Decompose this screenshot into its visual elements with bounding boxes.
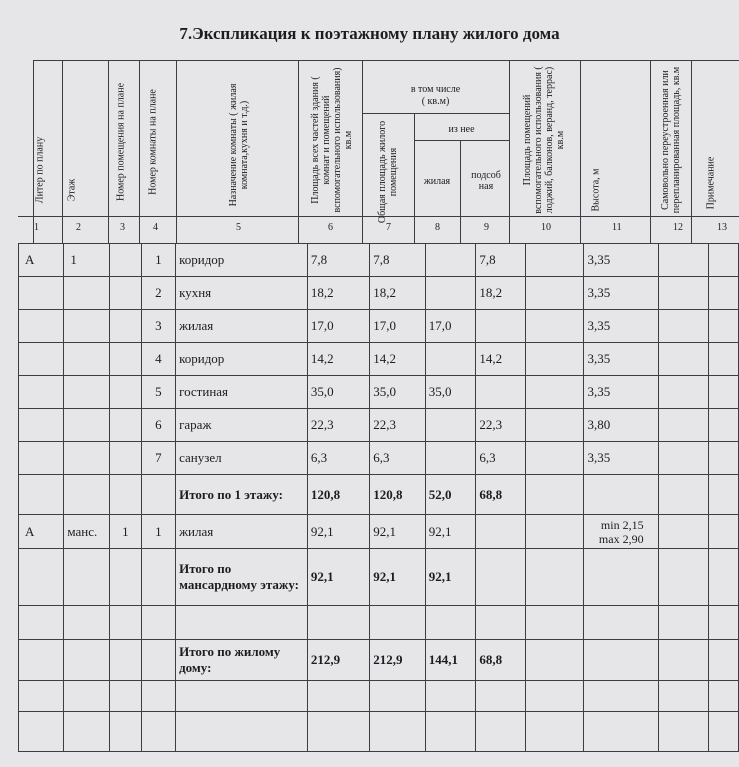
table-row-empty: [19, 681, 739, 712]
cell-premise: [110, 376, 142, 409]
incl-rule: [362, 113, 509, 114]
col-header-purpose: Назначение комнаты ( жилая комната,кухня и т.д.): [228, 83, 250, 207]
col-header-redeveloped-area: Самовольно переустроенная или перепланированная площадь, кв.м: [660, 66, 682, 214]
cell-area: 92,1: [307, 515, 369, 549]
of-it-rule: [414, 140, 509, 141]
col-number: 1: [34, 222, 39, 233]
col-header-total-living-area: Общая площадь жилого помещения: [377, 120, 399, 224]
cell-total: 35,0: [370, 376, 426, 409]
cell-room: 5: [141, 376, 175, 409]
cell-redeveloped: [658, 244, 709, 277]
cell-living: 17,0: [425, 310, 476, 343]
cell-auxiliary: [525, 515, 584, 549]
cell-premise: [110, 640, 142, 681]
col-number: 9: [484, 222, 489, 233]
cell-redeveloped: [658, 442, 709, 475]
cell-premise: [110, 549, 142, 606]
cell-utility: [476, 515, 525, 549]
cell-auxiliary: [525, 475, 584, 515]
cell-subtotal-label: Итого по мансардному этажу:: [176, 549, 308, 606]
cell-note: [709, 640, 739, 681]
cell-height: 3,35: [584, 442, 658, 475]
col-header-auxiliary-area: Площадь помещений вспомогательного использования ( лоджий, балконов, веранд, террас) кв.м: [522, 66, 566, 214]
cell-litera: [19, 376, 64, 409]
cell-floor: [64, 376, 110, 409]
including-label: в том числе: [410, 84, 461, 95]
cell-auxiliary: [525, 409, 584, 442]
cell-redeveloped: [658, 343, 709, 376]
cell-purpose: жилая: [176, 310, 308, 343]
cell-living: [425, 409, 476, 442]
cell-auxiliary: [525, 376, 584, 409]
cell-height: 3,35: [584, 244, 658, 277]
cell-floor: [64, 343, 110, 376]
cell-height: 3,80: [584, 409, 658, 442]
cell-total: 18,2: [370, 277, 426, 310]
cell-note: [709, 442, 739, 475]
cell-redeveloped: [658, 310, 709, 343]
table-row: [19, 442, 739, 475]
cell-note: [709, 244, 739, 277]
cell-auxiliary: [525, 549, 584, 606]
cell-utility: 22,3: [476, 409, 525, 442]
cell-utility: [476, 376, 525, 409]
col-header-utility: подсоб ная: [471, 170, 501, 192]
cell-auxiliary: [525, 640, 584, 681]
cell-utility: 6,3: [476, 442, 525, 475]
cell-total: 92,1: [370, 549, 426, 606]
col-divider: [460, 140, 461, 243]
cell-room: 7: [141, 442, 175, 475]
cell-area: 6,3: [307, 442, 369, 475]
cell-height-range: [584, 515, 658, 549]
cell-premise: [110, 277, 142, 310]
cell-utility: [476, 549, 525, 606]
cell-total: 120,8: [370, 475, 426, 515]
table-row: [19, 244, 739, 277]
cell-room: [141, 549, 175, 606]
height-min: min 2,15: [600, 517, 644, 532]
cell-litera: [19, 409, 64, 442]
cell-redeveloped: [658, 515, 709, 549]
cell-total: 212,9: [370, 640, 426, 681]
col-number: 5: [236, 222, 241, 233]
cell-note: [709, 549, 739, 606]
cell-litera: А: [19, 244, 64, 277]
cell-area: 120,8: [307, 475, 369, 515]
cell-living: 35,0: [425, 376, 476, 409]
cell-living: 144,1: [425, 640, 476, 681]
cell-purpose: гараж: [176, 409, 308, 442]
cell-floor: 1: [64, 244, 110, 277]
cell-utility: 18,2: [476, 277, 525, 310]
cell-area: 7,8: [307, 244, 369, 277]
cell-height: 3,35: [584, 343, 658, 376]
document-title: 7.Экспликация к поэтажному плану жилого дома: [179, 24, 560, 43]
cell-note: [709, 409, 739, 442]
cell-room: 1: [141, 515, 175, 549]
cell-premise: [110, 442, 142, 475]
cell-living: [425, 442, 476, 475]
height-max: max 2,90: [598, 531, 644, 546]
cell-height: [584, 549, 658, 606]
col-divider: [176, 60, 177, 243]
col-number: 8: [435, 222, 440, 233]
cell-room: 2: [141, 277, 175, 310]
cell-note: [709, 343, 739, 376]
cell-premise: [110, 310, 142, 343]
cell-floor: [64, 409, 110, 442]
cell-area: 22,3: [307, 409, 369, 442]
cell-living: 92,1: [425, 549, 476, 606]
cell-purpose: кухня: [176, 277, 308, 310]
cell-floor: [64, 549, 110, 606]
cell-room: 4: [141, 343, 175, 376]
table-row: [19, 515, 739, 549]
cell-height: [584, 475, 658, 515]
cell-living: [425, 244, 476, 277]
col-divider: [108, 60, 109, 243]
cell-litera: [19, 549, 64, 606]
cell-height: 3,35: [584, 310, 658, 343]
cell-total-label: Итого по жилому дому:: [176, 640, 308, 681]
col-divider: [650, 60, 651, 243]
cell-note: [709, 310, 739, 343]
cell-utility: 68,8: [476, 475, 525, 515]
cell-area: 14,2: [307, 343, 369, 376]
cell-area: 17,0: [307, 310, 369, 343]
table-row-total: [19, 640, 739, 681]
explication-table: [18, 243, 739, 752]
cell-auxiliary: [525, 343, 584, 376]
cell-height: [584, 640, 658, 681]
cell-auxiliary: [525, 277, 584, 310]
cell-litera: [19, 277, 64, 310]
cell-note: [709, 475, 739, 515]
col-divider: [62, 60, 63, 243]
cell-premise: [110, 343, 142, 376]
table-row-empty: [19, 606, 739, 640]
cell-redeveloped: [658, 549, 709, 606]
cell-room: 1: [141, 244, 175, 277]
cell-redeveloped: [658, 376, 709, 409]
cell-purpose: коридор: [176, 244, 308, 277]
cell-living: [425, 277, 476, 310]
col-number: 6: [328, 222, 333, 233]
cell-purpose: гостиная: [176, 376, 308, 409]
including-unit: ( кв.м): [421, 96, 450, 107]
cell-floor: [64, 277, 110, 310]
cell-note: [709, 515, 739, 549]
cell-redeveloped: [658, 277, 709, 310]
cell-area: 35,0: [307, 376, 369, 409]
col-header-litera: Литер по плану: [34, 136, 46, 204]
col-number: 2: [76, 222, 81, 233]
cell-subtotal-label: Итого по 1 этажу:: [176, 475, 308, 515]
cell-redeveloped: [658, 640, 709, 681]
cell-living: 92,1: [425, 515, 476, 549]
col-divider: [139, 60, 140, 243]
table-row: [19, 376, 739, 409]
col-header-floor: Этаж: [66, 178, 78, 202]
col-divider: [691, 60, 692, 243]
col-header-room-number: Номер комнаты на плане: [147, 89, 159, 195]
cell-room: [141, 475, 175, 515]
cell-note: [709, 277, 739, 310]
cell-floor: [64, 640, 110, 681]
cell-auxiliary: [525, 442, 584, 475]
col-number: 3: [120, 222, 125, 233]
cell-note: [709, 376, 739, 409]
cell-litera: [19, 310, 64, 343]
col-divider: [298, 60, 299, 243]
table-row: [19, 343, 739, 376]
cell-floor: [64, 310, 110, 343]
col-number: 11: [612, 222, 622, 233]
of-it-label: из нее: [448, 124, 475, 135]
cell-litera: [19, 640, 64, 681]
col-header-premise-number: Номер помещения на плане: [115, 82, 127, 202]
col-number: 13: [717, 222, 727, 233]
cell-living: [425, 343, 476, 376]
cell-litera: [19, 475, 64, 515]
col-header-total-parts-area: Площадь всех частей здания ( комнат и помещений вспомогательного использования) кв.м: [310, 67, 354, 213]
cell-auxiliary: [525, 244, 584, 277]
table-row-subtotal: [19, 549, 739, 606]
table-row: [19, 277, 739, 310]
cell-utility: 68,8: [476, 640, 525, 681]
table-row-empty: [19, 712, 739, 752]
cell-premise: [110, 244, 142, 277]
cell-redeveloped: [658, 475, 709, 515]
cell-total: 6,3: [370, 442, 426, 475]
cell-purpose: коридор: [176, 343, 308, 376]
col-number: 7: [386, 222, 391, 233]
col-number: 12: [673, 222, 683, 233]
col-number: 10: [541, 222, 551, 233]
cell-utility: [476, 310, 525, 343]
cell-total: 7,8: [370, 244, 426, 277]
col-header-living: жилая: [423, 176, 451, 187]
cell-total: 92,1: [370, 515, 426, 549]
cell-purpose: санузел: [176, 442, 308, 475]
cell-litera: [19, 343, 64, 376]
cell-area: 92,1: [307, 549, 369, 606]
cell-total: 22,3: [370, 409, 426, 442]
table-row: [19, 409, 739, 442]
cell-utility: 7,8: [476, 244, 525, 277]
col-divider: [509, 60, 510, 243]
cell-total: 17,0: [370, 310, 426, 343]
cell-height: 3,35: [584, 376, 658, 409]
col-header-height: Высота, м: [590, 168, 602, 212]
cell-litera: [19, 442, 64, 475]
cell-floor: [64, 475, 110, 515]
col-header-note: Примечание: [705, 156, 717, 210]
cell-purpose: жилая: [176, 515, 308, 549]
col-number: 4: [153, 222, 158, 233]
cell-utility: 14,2: [476, 343, 525, 376]
cell-floor: манс.: [64, 515, 110, 549]
table-row-subtotal: [19, 475, 739, 515]
col-divider: [580, 60, 581, 243]
cell-auxiliary: [525, 310, 584, 343]
cell-room: [141, 640, 175, 681]
cell-area: 212,9: [307, 640, 369, 681]
cell-room: 3: [141, 310, 175, 343]
cell-total: 14,2: [370, 343, 426, 376]
cell-floor: [64, 442, 110, 475]
cell-living: 52,0: [425, 475, 476, 515]
table-row: [19, 310, 739, 343]
cell-premise: [110, 475, 142, 515]
cell-height: 3,35: [584, 277, 658, 310]
cell-room: 6: [141, 409, 175, 442]
cell-litera: А: [19, 515, 64, 549]
cell-redeveloped: [658, 409, 709, 442]
cell-premise: 1: [110, 515, 142, 549]
cell-premise: [110, 409, 142, 442]
cell-area: 18,2: [307, 277, 369, 310]
